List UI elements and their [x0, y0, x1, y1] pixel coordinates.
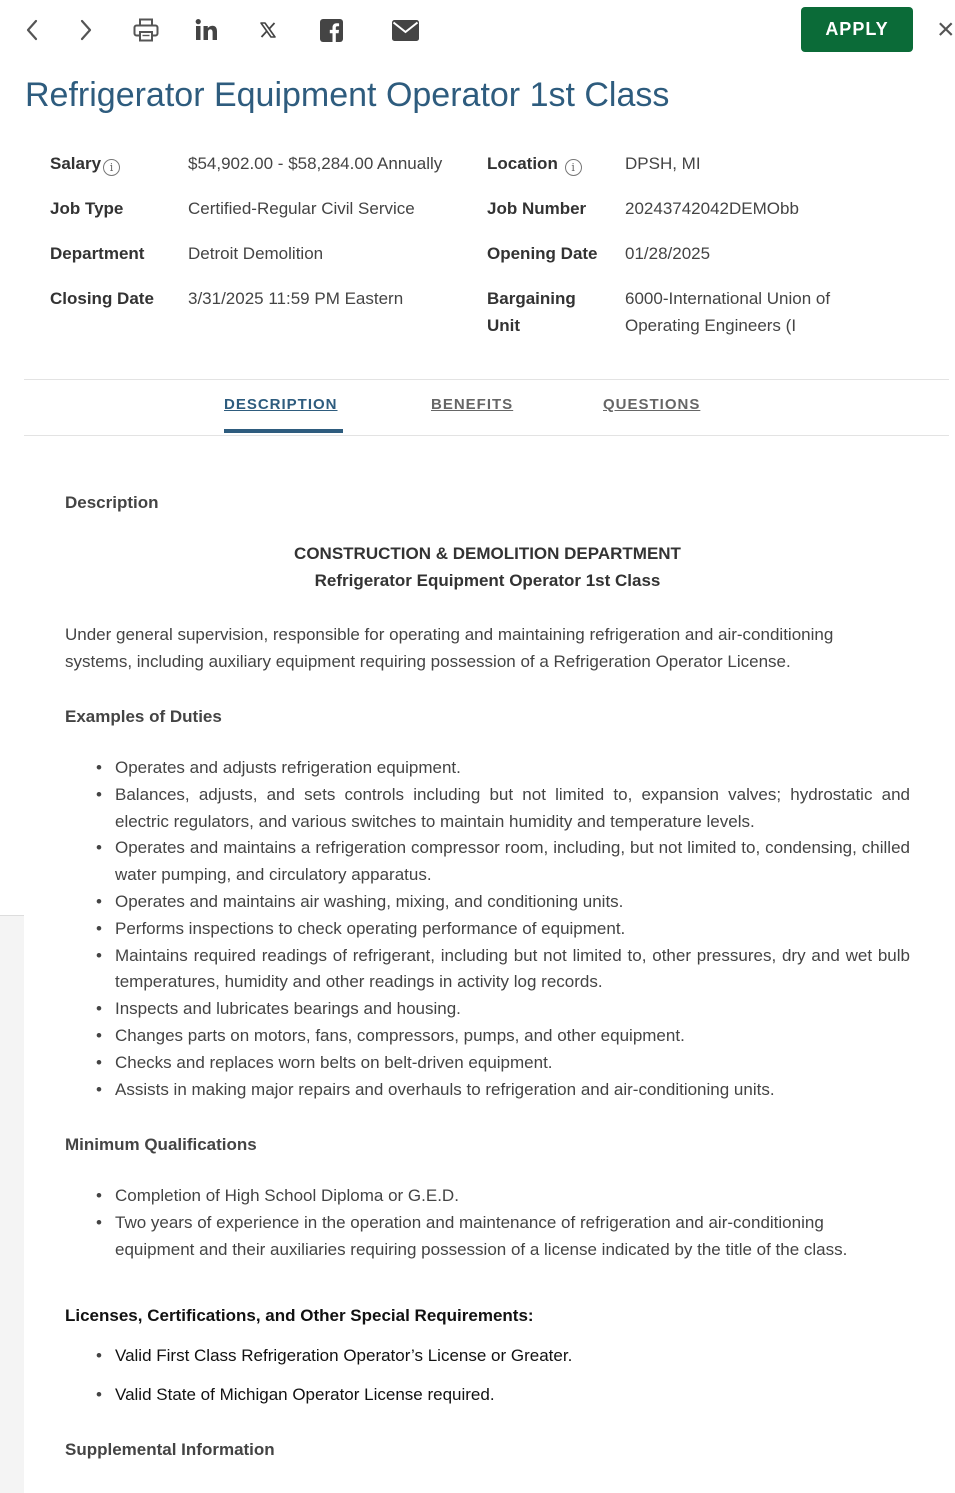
list-item: • Valid State of Michigan Operator License required.: [115, 1382, 910, 1409]
licenses-list: [115, 1343, 910, 1409]
facebook-icon[interactable]: [319, 12, 343, 48]
divider: [24, 435, 949, 436]
list-item: • Performs inspections to check operating performance of equipment.: [115, 916, 910, 943]
chevron-right-icon[interactable]: [74, 12, 98, 48]
list-item: • Assists in making major repairs and overhauls to refrigeration and air-conditioning units.: [115, 1077, 910, 1104]
supplemental-heading: Supplemental Information: [65, 1440, 275, 1459]
list-item: • Changes parts on motors, fans, compressors, pumps, and other equipment.: [115, 1023, 910, 1050]
location-value: DPSH, MI: [625, 154, 701, 173]
apply-button[interactable]: APPLY: [801, 7, 913, 52]
info-icon[interactable]: i: [103, 159, 120, 176]
job-type-label: Job Type: [50, 199, 124, 218]
email-icon[interactable]: [391, 12, 419, 48]
position-title: Refrigerator Equipment Operator 1st Class: [314, 571, 661, 590]
closing-date-label: Closing Date: [50, 289, 154, 308]
salary-value: $54,902.00 - $58,284.00 Annually: [188, 154, 443, 173]
list-item: • Two years of experience in the operation and maintenance of refrigeration and air-conditioning equipment and their auxiliaries requiring possession of a license indicated by the title of the class.: [115, 1210, 900, 1264]
department-value: Detroit Demolition: [188, 244, 324, 263]
info-icon[interactable]: i: [565, 159, 582, 176]
min-qualifications-list: [115, 1183, 900, 1263]
closing-date-value: 3/31/2025 11:59 PM Eastern: [188, 289, 404, 308]
min-qualifications-heading: Minimum Qualifications: [65, 1135, 257, 1154]
tab-benefits[interactable]: BENEFITS: [431, 396, 514, 413]
active-tab-indicator: [224, 429, 343, 433]
chevron-left-icon[interactable]: [20, 12, 44, 48]
list-item: • Maintains required readings of refrigerant, including but not limited to, other pressures, dry and wet bulb temperatures, humidity and other readings in activity log records.: [115, 943, 910, 997]
linkedin-icon[interactable]: [193, 12, 219, 48]
duties-heading: Examples of Duties: [65, 707, 222, 726]
job-number-label: Job Number: [487, 199, 587, 218]
close-icon[interactable]: ×: [937, 13, 955, 46]
salary-label: Salary i: [50, 150, 120, 177]
tab-questions[interactable]: QUESTIONS: [603, 396, 701, 413]
list-item: • Inspects and lubricates bearings and housing.: [115, 996, 910, 1023]
bargaining-unit-value: 6000-International Union of Operating Engineers (I: [625, 289, 831, 335]
bargaining-unit-label: Bargaining Unit: [487, 289, 576, 335]
location-label: Location i: [487, 150, 582, 177]
department-label: Department: [50, 244, 145, 263]
description-heading: Description: [65, 493, 159, 512]
job-number-value: 20243742042DEMObb: [625, 199, 799, 218]
department-title: CONSTRUCTION & DEMOLITION DEPARTMENT: [294, 544, 681, 563]
left-panel-edge: [0, 915, 24, 1493]
job-title: Refrigerator Equipment Operator 1st Class: [25, 76, 670, 114]
intro-paragraph: Under general supervision, responsible for operating and maintaining refrigeration and air-conditioning systems, including auxiliary equipment requiring possession of a Refrigeration Operator License.: [65, 625, 834, 671]
opening-date-label: Opening Date: [487, 244, 598, 263]
list-item: • Valid First Class Refrigeration Operator’s License or Greater.: [115, 1343, 910, 1370]
list-item: • Operates and maintains air washing, mixing, and conditioning units.: [115, 889, 910, 916]
x-twitter-icon[interactable]: [257, 12, 279, 48]
duties-list: [115, 755, 910, 1103]
list-item: • Balances, adjusts, and sets controls including but not limited to, expansion valves; hydrostatic and electric regulators, and various switches to maintain humidity and temperature levels.: [115, 782, 910, 836]
tab-description[interactable]: DESCRIPTION: [224, 396, 338, 413]
list-item: • Completion of High School Diploma or G.E.D.: [115, 1183, 900, 1210]
list-item: • Operates and maintains a refrigeration compressor room, including, but not limited to, condensing, chilled water pumping, and circulatory apparatus.: [115, 835, 910, 889]
opening-date-value: 01/28/2025: [625, 244, 711, 263]
licenses-heading: Licenses, Certifications, and Other Special Requirements:: [65, 1306, 534, 1325]
job-type-value: Certified-Regular Civil Service: [188, 199, 415, 218]
list-item: • Operates and adjusts refrigeration equipment.: [115, 755, 910, 782]
list-item: • Checks and replaces worn belts on belt-driven equipment.: [115, 1050, 910, 1077]
print-icon[interactable]: [132, 12, 160, 48]
divider: [24, 379, 949, 380]
toolbar: [0, 0, 955, 60]
